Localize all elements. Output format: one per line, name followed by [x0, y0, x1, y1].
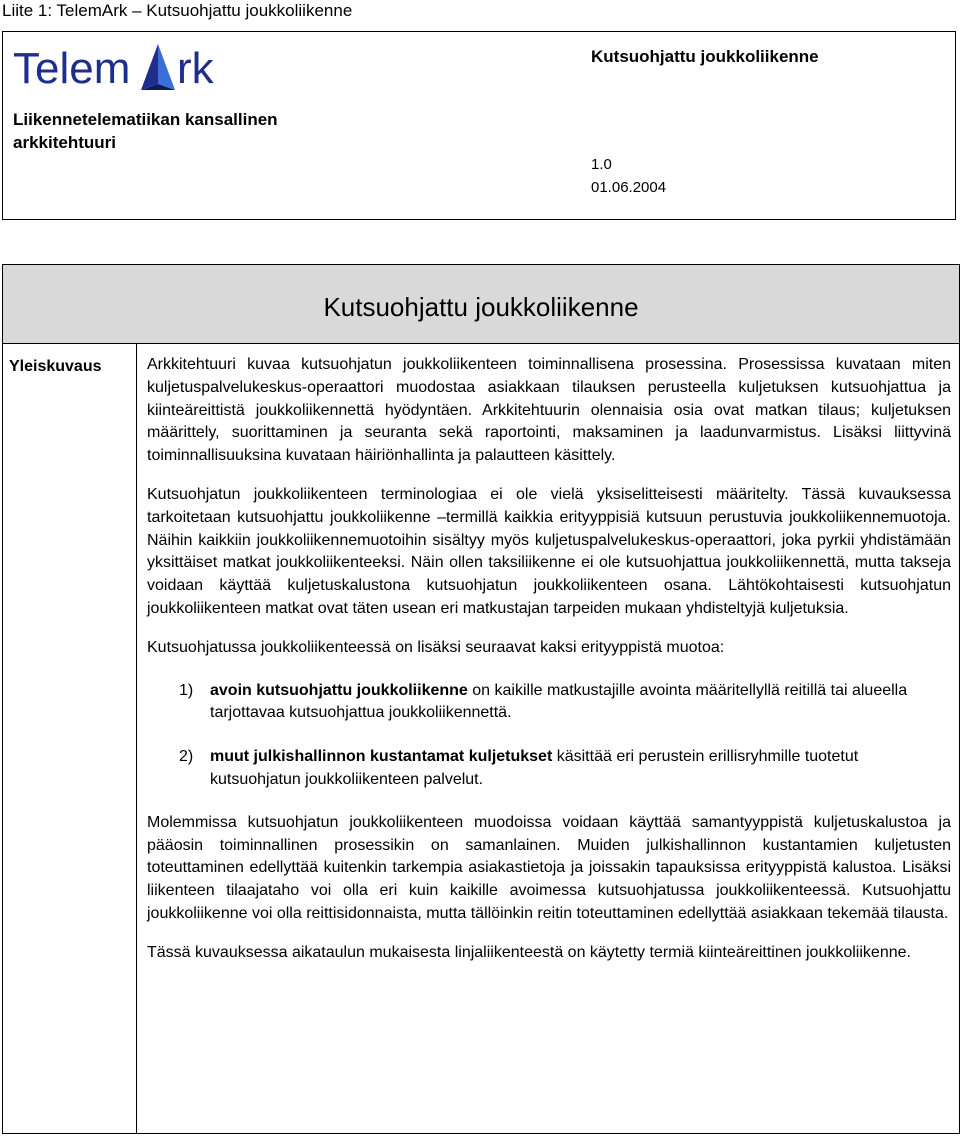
- list-item-number: 1): [179, 681, 194, 699]
- list-item-text: on kaikille matkustajille avointa määritellyllä reitillä tai alueella tarjottavaa kutsuohjattua joukkoliikennettä.: [210, 681, 908, 722]
- list-item-term: muut julkishallinnon kustantamat kuljetukset: [210, 748, 553, 766]
- logo-text-right: rk: [177, 44, 214, 92]
- paragraph-5: Tässä kuvauksessa aikataulun mukaisesta linjaliikenteestä on käytetty termiä kiinteäreittinen joukkoliikenne.: [147, 943, 911, 961]
- column-divider: [136, 343, 137, 1134]
- list-item-number: 2): [179, 748, 194, 766]
- paragraph-4: Molemmissa kutsuohjatun joukkoliikenteen muodoissa voidaan käyttää samantyyppistä kuljetuskalustoa ja pääosin toiminnallinen prosessikin on samanlainen. Muiden julkishallinnon kustantamien kuljetusten toteuttaminen edellyttää kuitenkin tarkempia asiakastietoja ja joissakin tapauksissa erityyppistä kalustoa. Lisäksi liikenteen tilaajataho voi olla eri kuin kaikille avoimessa kutsuohjatussa joukkoliikenteessä. Kutsuohjattu joukkoliikenne voi olla reittisidonnaista, mutta tällöinkin reitin toteuttaminen edellyttää asiakkaan tekemää tilausta.: [147, 813, 951, 922]
- telemark-logo: [13, 42, 227, 92]
- list-item: [147, 680, 951, 726]
- list-item-text: käsittää eri perustein erillisryhmille tuotetut kutsuohjatun joukkoliikenteen palvelut.: [210, 748, 859, 788]
- list-item: [147, 746, 951, 792]
- form-list: [147, 680, 951, 792]
- organization-name: Liikennetelematiikan kansallinen arkkitehtuuri: [13, 110, 278, 152]
- document-caption: Liite 1: TelemArk – Kutsuohjattu joukkoliikenne: [2, 1, 353, 20]
- document-title: Kutsuohjattu joukkoliikenne: [591, 47, 819, 66]
- document-header: [2, 31, 956, 220]
- document-date: 01.06.2004: [591, 179, 667, 196]
- logo-text-left: Telem: [13, 44, 131, 92]
- section-body: [147, 354, 951, 981]
- main-title: Kutsuohjattu joukkoliikenne: [323, 292, 639, 322]
- document-version: 1.0: [591, 156, 612, 173]
- paragraph-2: Kutsuohjatun joukkoliikenteen terminologiaa ei ole vielä yksiselitteisesti määritelty. Tässä kuvauksessa tarkoitetaan kutsuohjattu joukkoliikenne –termillä kaikkia erityyppisiä kutsuun perustuvia joukkoliikennemuotoja. Näihin kaikkiin joukkoliikennemuotoihin sisältyy myös kuljetuspalvelukeskus-operaattori, joka pyrkii yhdistämään yksittäiset matkat joukkoliikenteeksi. Näin ollen taksiliikenne ei ole kutsuohjattua joukkoliikennettä, mutta takseja voidaan käyttää kuljetuskalustona kutsuohjatun joukkoliikenteen osana. Lähtökohtaisesti kutsuohjatun joukkoliikenteen matkat ovat täten usean eri matkustajan tarpeiden mukaan yhdisteltyjä kuljetuksia.: [147, 485, 951, 617]
- paragraph-1: Arkkitehtuuri kuvaa kutsuohjatun joukkoliikenteen toiminnallisena prosessina. Prosessissa kuvataan miten kuljetuspalvelukeskus-operaattori muodostaa asiakkaan tilauksen perusteella kuljetuksen kutsuohjattua ja kiinteäreittistä joukkoliikennettä hyödyntäen. Arkkitehtuurin olennaisia osia ovat matkan tilaus; kuljetuksen määrittely, suorittaminen ja seuranta sekä raportointi, maksaminen ja laadunvarmistus. Lisäksi liittyvinä toiminnallisuuksina kuvataan häiriönhallinta ja palautteen käsittely.: [147, 356, 951, 465]
- pyramid-icon: [141, 44, 175, 90]
- section-label: Yleiskuvaus: [9, 358, 102, 375]
- paragraph-3: Kutsuohjatussa joukkoliikenteessä on lisäksi seuraavat kaksi erityyppistä muotoa:: [147, 638, 725, 656]
- list-item-term: avoin kutsuohjattu joukkoliikenne: [210, 681, 468, 699]
- title-band: [2, 264, 960, 344]
